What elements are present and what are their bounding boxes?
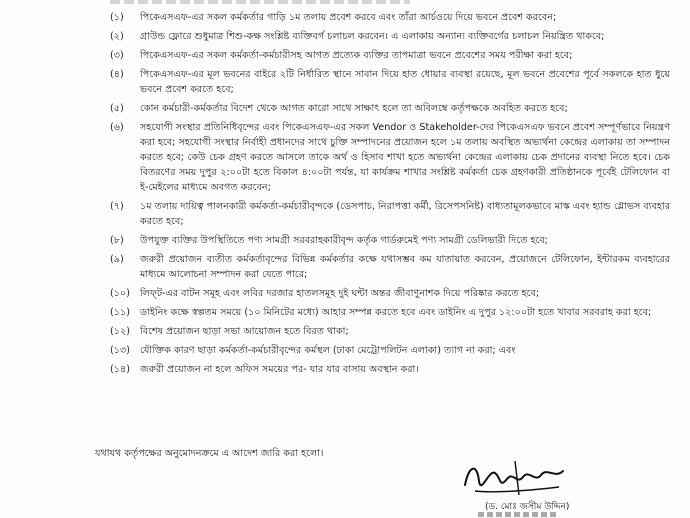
list-item xyxy=(110,67,670,97)
list-item xyxy=(110,286,670,301)
list-item xyxy=(110,29,670,44)
list-item xyxy=(110,305,670,320)
closing-statement: যথাযথ কর্তৃপক্ষের অনুমোদনক্রমে এ আদেশ জারি করা হলো। xyxy=(95,448,324,459)
list-item-text: যৌক্তিক কারণ ছাড়া কর্মকর্তা-কর্মচারীবৃন্দের কর্মস্থল (ঢাকা মেট্রোপলিটন এলাকা) ত্যাগ না করা; এবং xyxy=(140,345,516,356)
list-item-number: (৮) xyxy=(110,235,124,246)
list-item-text: গ্রাউন্ড ফ্লোরে শুধুমাত্র শিশু-কক্ষ সংশ্লিষ্ট ব্যক্তিবর্গ চলাচল করবেন। এ এলাকায় অন্যান্য ব্যক্তিবর্গের চলাচল নিয়ন্ত্রিত থাকবে; xyxy=(140,31,605,42)
list-item xyxy=(110,324,670,339)
list-item-text: পিকেএসএফ-এর মূল ভবনের বাইরে ২টি নির্ধারিত স্থানে সাবান দিয়ে হাত ধোয়ার ব্যবস্থা রয়েছে, মূল ভবনে প্রবেশের পূর্বে সকলকে হাত ধুয়ে ভবনে প্রবেশ করতে হবে; xyxy=(140,69,670,95)
list-item-number: (১৩) xyxy=(110,345,130,356)
list-item xyxy=(110,120,670,195)
list-item-text: পিকেএসএফ-এর সকল কর্মকর্তার গাড়ি ১ম তলায় প্রবেশ করবে এবং তাঁরা আর্চওয়ে দিয়ে ভবনে প্রবেশ করবেন; xyxy=(140,12,557,23)
list-item-text: জরুরী প্রয়োজন ব্যতীত কর্মকর্তাবৃন্দের বিভিন্ন কর্মকর্তার কক্ষে যথাসম্ভব কম যাতায়াত করবেন, প্রয়োজনে টেলিফোন, ইন্টারকম ব্যবহারের মাধ্যমে আলোচনা সম্পাদন করা যেতে পারে; xyxy=(140,254,670,280)
list-item-text: লিফ্‌ট-এর বাটন সমূহ এবং লবির দরজার হাতলসমূহ দুই ঘন্টা অন্তর জীবাণুনাশক দিয়ে পরিষ্কার করতে হবে; xyxy=(140,288,540,299)
signature-image xyxy=(455,455,575,501)
list-item xyxy=(110,10,670,25)
list-item-number: (৯) xyxy=(110,254,124,265)
list-item-text: ১ম তলায় দায়িত্ব পালনকারী কর্মকর্তা-কর্মচারীবৃন্দকে (ডেসপাচ, নিরাপত্তা কর্মী, রিসেপসনিষ্ট) বাধ্যতামূলকভাবে মাস্ক এবং হ্যান্ড গ্লোভস ব্যবহার করতে হবে; xyxy=(140,201,670,227)
list-item-number: (৭) xyxy=(110,201,124,212)
list-item-number: (১১) xyxy=(110,307,130,318)
list-item xyxy=(110,233,670,248)
list-item-number: (৫) xyxy=(110,103,124,114)
list-item xyxy=(110,48,670,63)
list-item-number: (৪) xyxy=(110,69,124,80)
list-item xyxy=(110,199,670,229)
list-item-text: ডাইনিং কক্ষে স্বল্পতম সময়ে (১০ মিনিটের মধ্যে) আহার সম্পন্ন করতে হবে এবং ডাইনিং এ দুপুর ১২:০০টা হতে খাবার সরবরাহ করা হবে; xyxy=(140,307,652,318)
list-item-text: জরুরী প্রয়োজন না হলে অফিস সময়ের পর- যার যার বাসায় অবস্থান করা। xyxy=(140,364,419,375)
instruction-list xyxy=(110,10,670,381)
list-item-number: (১) xyxy=(110,12,124,23)
list-item-text: উপযুক্ত ব্যক্তির উপস্থিতিতে পণ্য সামগ্রী সরবরাহকারীবৃন্দ কর্তৃক গার্ডরুমেই পণ্য সামগ্রী ডেলিভারী দিতে হবে; xyxy=(140,235,548,246)
list-item-number: (৬) xyxy=(110,122,124,133)
signatory-designation-cropped xyxy=(478,512,558,517)
list-item-number: (১০) xyxy=(110,288,130,299)
list-item-text: সহযোগী সংস্থার প্রতিনিধিবৃন্দের এবং পিকেএসএফ-এর সকল Vendor ও Stakeholder-দের পিকেএসএফ ভবনে প্রবেশ সম্পূর্ণভাবে নিয়ন্ত্রণ করা হবে; সহযোগী সংস্থার নির্বাহী প্রধানদের সাথে চুক্তি সম্পাদনের প্রয়োজন হলে ১ম তলায় অবস্থিত অভ্যর্থনা কেন্দ্রের এলাকায় তা সম্পাদন করতে হবে; কেউ চেক গ্রহণ করতে আসলে তাকে অর্থ ও হিসাব শাখা হতে অভ্যর্থনা কেন্দ্রের এলাকায় চেক প্রদানের ব্যবস্থা নিতে হবে। চেক বিতরণের সময় দুপুর ২:০০টা হতে বিকাল ৪:০০টা পর্যন্ত, যা কার্যক্রম শাখার সংশ্লিষ্ট কর্মকর্তা চেক গ্রহণকারী প্রতিষ্ঠানকে পূর্বেই টেলিফোন বা ই-মেইলের মাধ্যমে অবগত করবেন; xyxy=(140,122,670,193)
list-item-number: (৩) xyxy=(110,50,124,61)
list-item xyxy=(110,343,670,358)
list-item xyxy=(110,252,670,282)
list-item-text: কোন কর্মচারী-কর্মকর্তার বিদেশ থেকে আগত কারো সাথে সাক্ষাৎ হলে তা অবিলম্বে কর্তৃপক্ষকে অবহিত করতে হবে; xyxy=(140,103,568,114)
list-item-number: (১৪) xyxy=(110,364,130,375)
list-item xyxy=(110,362,670,377)
list-item-number: (১২) xyxy=(110,326,130,337)
signatory-name: (ড. মোঃ জসীম উদ্দিন) xyxy=(485,502,570,512)
list-item xyxy=(110,101,670,116)
list-item-text: পিকেএসএফ-এর সকল কর্মকর্তা-কর্মচারীসহ আগত প্রত্যেক ব্যক্তির তাপমাত্রা ভবনে প্রবেশের সময় পরীক্ষা করা হবে; xyxy=(140,50,573,61)
cropped-top-text xyxy=(110,0,410,4)
list-item-text: বিশেষ প্রয়োজন ছাড়া সভা আয়োজন হতে বিরত থাকা; xyxy=(140,326,349,337)
list-item-number: (২) xyxy=(110,31,124,42)
